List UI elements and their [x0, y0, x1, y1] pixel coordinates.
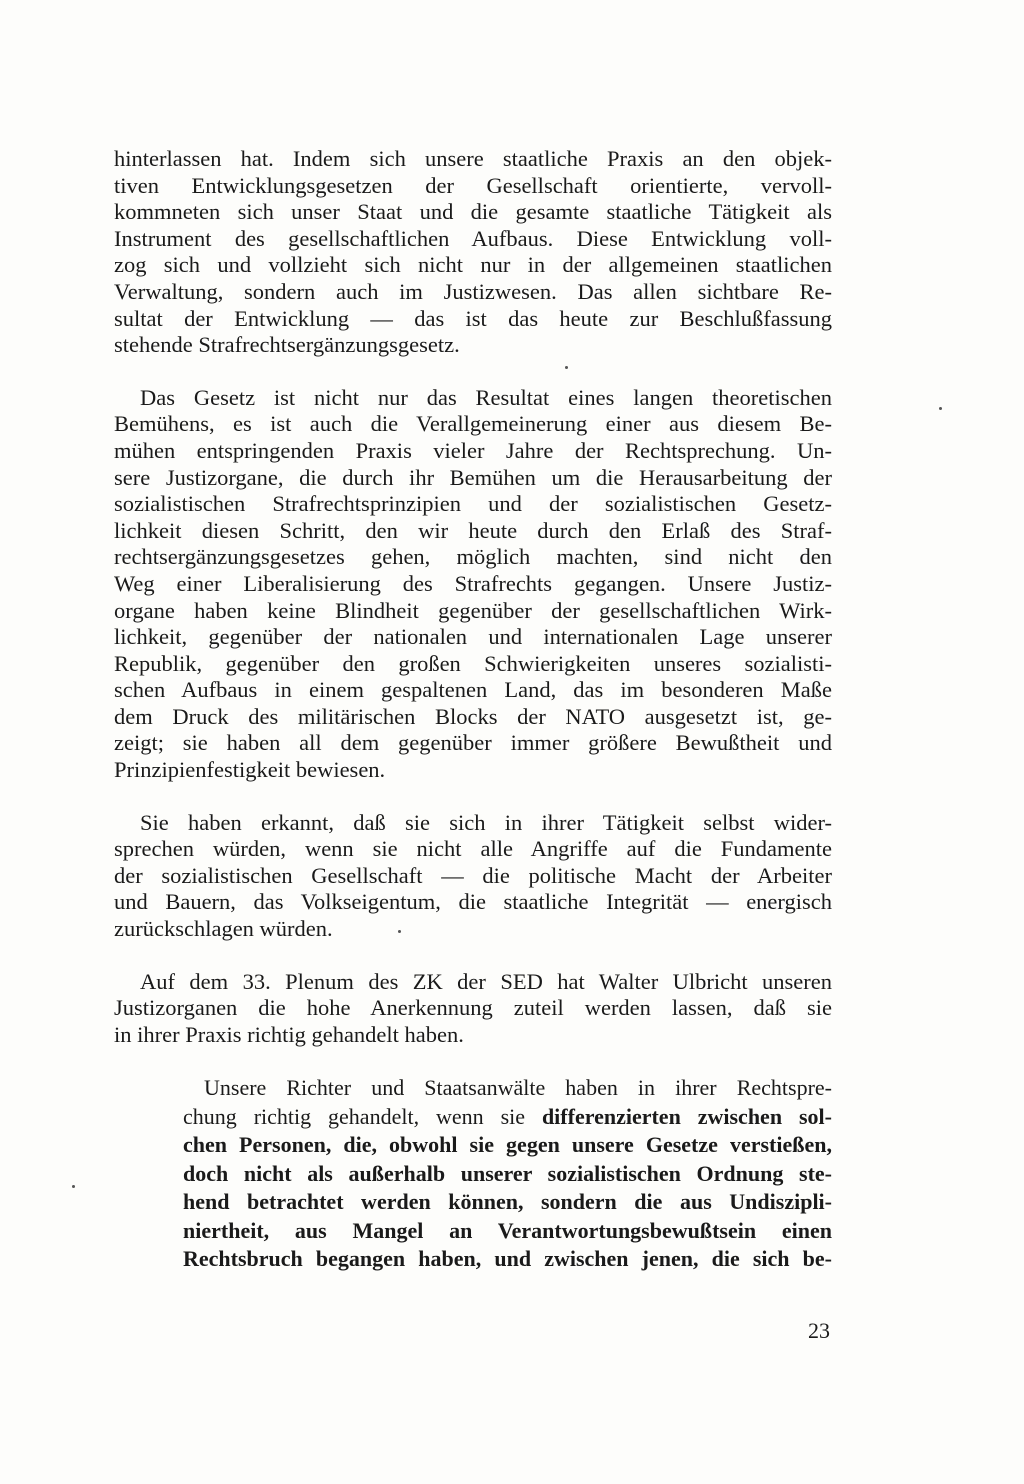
text-line: mühen entspringenden Praxis vieler Jahre der Rechtsprechung. Un-: [114, 437, 832, 463]
text-line: Prinzipienfestigkeit bewiesen.: [114, 757, 386, 783]
text-line: Bemühens, es ist auch die Verallgemeinerung einer aus diesem Be-: [114, 411, 832, 437]
quote-emphasis: hend betrachtet werden können, sondern die aus Undiszipli-: [183, 1189, 832, 1215]
page-body: [114, 146, 832, 1274]
quote-emphasis: doch nicht als außerhalb unserer sozialistischen Ordnung ste-: [183, 1160, 832, 1186]
quote-line: [183, 1160, 832, 1189]
block-quote: [183, 1074, 832, 1274]
text-line: lichkeit diesen Schritt, den wir heute durch den Erlaß des Straf-: [114, 517, 832, 543]
text-line: zog sich und vollzieht sich nicht nur in der allgemeinen staatlichen: [114, 252, 832, 278]
quote-text: chung richtig gehandelt, wenn sie: [183, 1103, 542, 1129]
quote-text: Unsere Richter und Staatsanwälte haben in ihrer Rechtspre-: [204, 1075, 832, 1101]
text-line: Instrument des gesellschaftlichen Aufbaus. Diese Entwicklung voll-: [114, 225, 832, 251]
text-line: rechtsergänzungsgesetzes gehen, möglich machten, sind nicht den: [114, 544, 832, 570]
quote-line: [183, 1131, 832, 1160]
text-line: lichkeit, gegenüber der nationalen und internationalen Lage unserer: [114, 624, 832, 650]
scan-speck: [565, 366, 568, 369]
paragraph: [114, 385, 832, 784]
paragraph: [114, 146, 832, 359]
quote-line: [183, 1074, 832, 1103]
scan-speck: [939, 407, 942, 410]
quote-emphasis: differenzierten zwischen sol-: [541, 1103, 832, 1129]
quote-emphasis: niertheit, aus Mangel an Verantwortungsbewußtsein einen: [183, 1217, 832, 1243]
text-line: Republik, gegenüber den großen Schwierigkeiten unseres sozialisti-: [114, 650, 832, 676]
text-line: tiven Entwicklungsgesetzen der Gesellschaft orientierte, vervoll-: [114, 172, 832, 198]
text-line: zeigt; sie haben all dem gegenüber immer größere Bewußtheit und: [114, 730, 832, 756]
text-line: stehende Strafrechtsergänzungsgesetz.: [114, 332, 460, 358]
quote-emphasis: chen Personen, die, obwohl sie gegen unsere Gesetze verstießen,: [183, 1132, 832, 1158]
main-text: [114, 146, 832, 1048]
text-line: sere Justizorgane, die durch ihr Bemühen um die Herausarbeitung der: [114, 464, 832, 490]
page-number: 23: [808, 1318, 830, 1343]
quote-line: [183, 1188, 832, 1217]
text-line: Weg einer Liberalisierung des Strafrechts gegangen. Unsere Justiz-: [114, 570, 832, 596]
text-line: zurückschlagen würden.: [114, 916, 333, 942]
text-line: und Bauern, das Volkseigentum, die staatliche Integrität — energisch: [114, 889, 832, 915]
text-line: hinterlassen hat. Indem sich unsere staatliche Praxis an den objek-: [114, 146, 832, 171]
quote-emphasis: Rechtsbruch begangen haben, und zwischen jenen, die sich be-: [183, 1246, 832, 1272]
quote-line: [183, 1217, 832, 1246]
text-line: organe haben keine Blindheit gegenüber der gesellschaftlichen Wirk-: [114, 597, 832, 623]
text-line: sozialistischen Strafrechtsprinzipien und der sozialistischen Gesetz-: [114, 491, 832, 517]
text-line: dem Druck des militärischen Blocks der NATO ausgesetzt ist, ge-: [114, 703, 832, 729]
paragraph: [114, 810, 832, 943]
scan-speck: [72, 1185, 75, 1188]
text-line: kommneten sich unser Staat und die gesamte staatliche Tätigkeit als: [114, 199, 832, 225]
text-line: Das Gesetz ist nicht nur das Resultat eines langen theoretischen: [140, 384, 832, 410]
text-line: in ihrer Praxis richtig gehandelt haben.: [114, 1021, 464, 1047]
text-line: der sozialistischen Gesellschaft — die politische Macht der Arbeiter: [114, 862, 832, 888]
text-line: Auf dem 33. Plenum des ZK der SED hat Walter Ulbricht unseren: [140, 968, 832, 994]
quote-line: [183, 1245, 832, 1274]
text-line: sultat der Entwicklung — das ist das heute zur Beschlußfassung: [114, 305, 832, 331]
text-line: Verwaltung, sondern auch im Justizwesen. Das allen sichtbare Re-: [114, 278, 832, 304]
text-line: Justizorganen die hohe Anerkennung zuteil werden lassen, daß sie: [114, 995, 832, 1021]
paragraph: [114, 969, 832, 1049]
text-line: Sie haben erkannt, daß sie sich in ihrer Tätigkeit selbst wider-: [140, 809, 832, 835]
text-line: schen Aufbaus in einem gespaltenen Land, das im besonderen Maße: [114, 677, 832, 703]
scan-speck: [398, 930, 401, 933]
text-line: sprechen würden, wenn sie nicht alle Angriffe auf die Fundamente: [114, 836, 832, 862]
quote-line: [183, 1103, 832, 1132]
